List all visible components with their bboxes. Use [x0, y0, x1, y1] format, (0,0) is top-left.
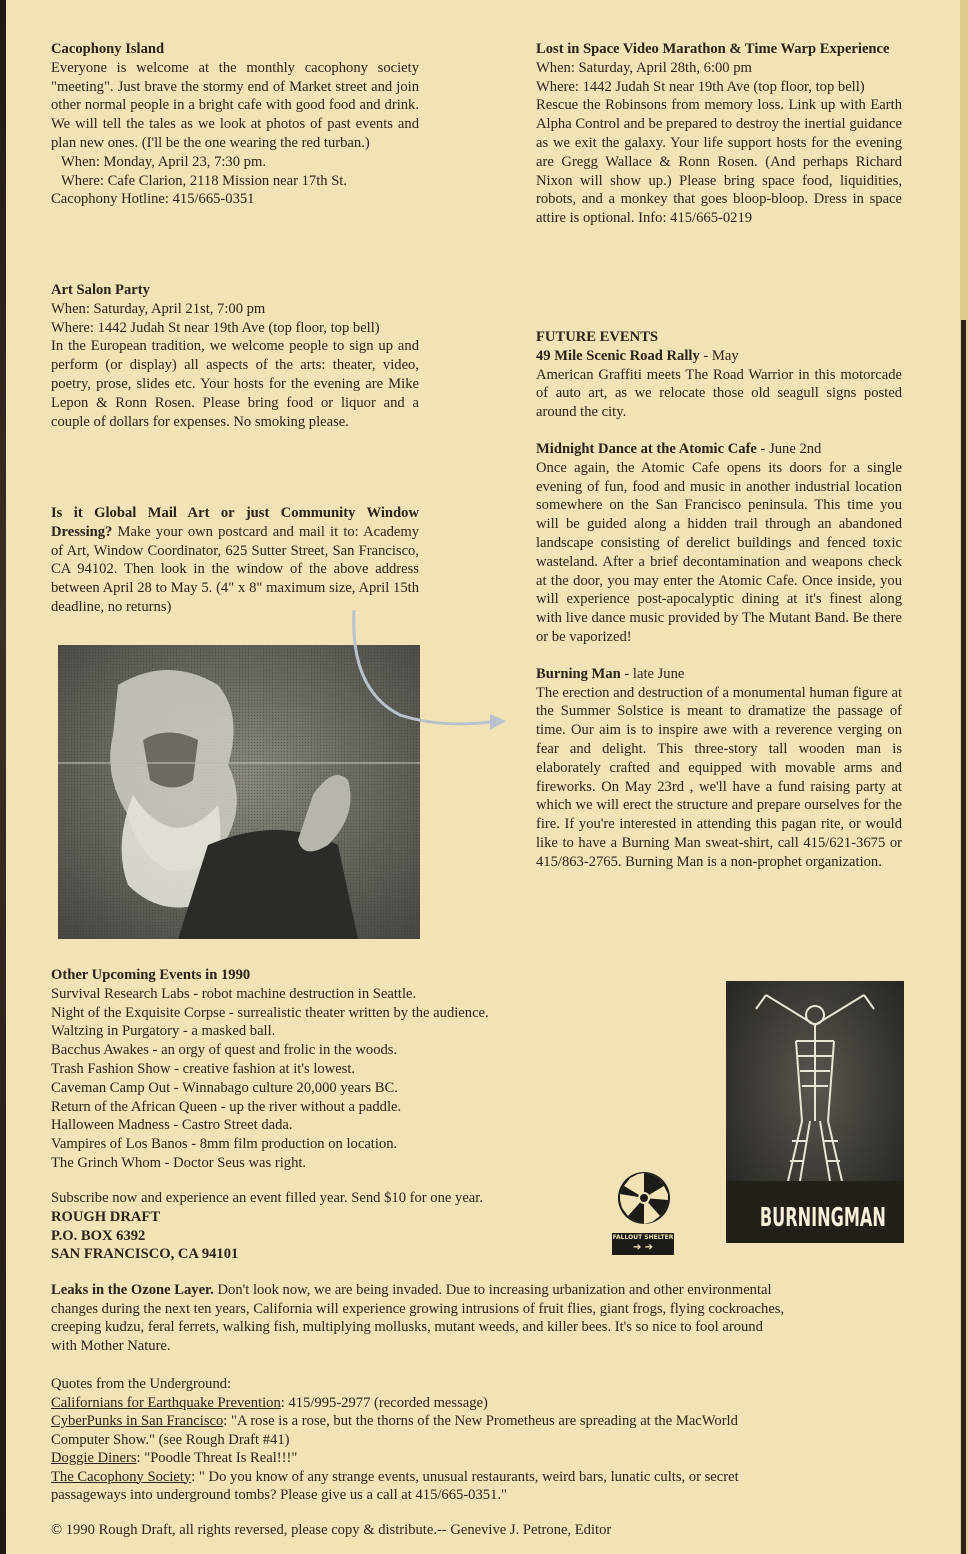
burning-man-logo-text: BURNINGMAN: [759, 1203, 886, 1233]
section-heading: Leaks in the Ozone Layer.: [51, 1282, 214, 1298]
event-body: In the European tradition, we welcome people to sign up and perform (or display) all aspects of the arts: theater, video, poetry, prose, slides etc. Your hosts for the evening are Mike Lepon & Ronn Rosen. Please bring food or liquor and a couple of dollars for expenses. No smoking please.: [51, 338, 419, 430]
event-when: When: Monday, April 23, 7:30 pm.: [61, 153, 266, 170]
ozone-leaks: [51, 1281, 791, 1355]
event-where: Where: 1442 Judah St near 19th Ave (top floor, top bell): [51, 319, 380, 336]
list-item: Vampires of Los Banos - 8mm film production on location.: [51, 1136, 398, 1153]
fallout-shelter-icon: [612, 1170, 676, 1226]
future-events: [536, 328, 902, 872]
quotes-underground: [51, 1375, 781, 1505]
list-item: Survival Research Labs - robot machine destruction in Seattle.: [51, 985, 417, 1002]
burning-man-picture: [726, 981, 904, 1243]
publication-name: ROUGH DRAFT: [51, 1208, 161, 1225]
subscribe-block: [51, 1189, 591, 1264]
list-item: Night of the Exquisite Corpse - surrealistic theater written by the audience.: [51, 1004, 489, 1021]
event-title: Burning Man: [536, 665, 621, 682]
event-lost-in-space: [536, 40, 902, 228]
curved-arrow-icon: [340, 600, 540, 740]
event-title: 49 Mile Scenic Road Rally: [536, 347, 700, 364]
event-body: Everyone is welcome at the monthly cacophony society "meeting". Just brave the stormy end of Market street and join other normal people in a bright cafe with good food and drink. We will tell the tales as we look at photos of past events and plan new ones. (I'll be the one wearing the red turban.): [51, 59, 419, 151]
event-cacophony-island: [51, 40, 419, 209]
quote-text: : " Do you know of any strange events, unusual restaurants, weird bars, lunatic cults, or secret passageways into underground tombs? Please give us a call at 415/665-0351.": [51, 1468, 739, 1503]
quote-source: Californians for Earthquake Prevention: [51, 1394, 281, 1411]
event-art-salon: [51, 281, 419, 431]
quote-text: : 415/995-2977 (recorded message): [280, 1394, 488, 1411]
fallout-label: FALLOUT SHELTER: [612, 1234, 674, 1241]
event-title: Is it Global Mail Art or just Community Window Dressing?: [51, 505, 419, 540]
event-body: Make your own postcard and mail it to: Academy of Art, Window Coordinator, 625 Sutter Street, San Francisco, CA 94102. Then look in the window of the above address between April 28 to May 5. (4" x 8" maximum size, April 15th deadline, no returns): [51, 523, 420, 615]
quote-source: CyberPunks in San Francisco: [51, 1413, 224, 1429]
event-title: Cacophony Island: [51, 41, 165, 57]
event-body: The erection and destruction of a monumental human figure at the Summer Solstice is meant to dramatize the passage of time. Our aim is to inspire awe with a reverence verging on fear and delight. This three-story tall wooden man is elaborately crafted and equipped with movable arms and fireworks. On May 23rd , we'll have a fund raising party at which we will erect the structure and prepare ourselves for the fire. If you're interested in attending this pagan rite, or would like to have a Burning Man sweat-shirt, call 415/621-3675 or 415/863-2765. Burning Man is a non-prophet organization.: [536, 684, 902, 870]
event-date: - May: [699, 347, 739, 364]
postal-box: P.O. BOX 6392: [51, 1227, 146, 1244]
event-where: Where: Cafe Clarion, 2118 Mission near 17th St.: [61, 172, 348, 189]
page-right-shadow: [961, 320, 966, 1554]
postal-city: SAN FRANCISCO, CA 94101: [51, 1246, 239, 1263]
event-date: - June 2nd: [756, 440, 822, 457]
list-item: Return of the African Queen - up the river without a paddle.: [51, 1098, 402, 1115]
event-title: Art Salon Party: [51, 282, 150, 298]
quote-text: : "Poodle Threat Is Real!!!": [136, 1450, 298, 1466]
section-heading: Quotes from the Underground:: [51, 1376, 232, 1392]
event-date: - late June: [620, 665, 685, 682]
event-when: When: Saturday, April 28th, 6:00 pm: [536, 59, 752, 76]
footer-text: © 1990 Rough Draft, all rights reversed, please copy & distribute.-- Genevive J. Petrone, Editor: [51, 1522, 612, 1538]
event-body: Once again, the Atomic Cafe opens its doors for a single evening of fun, food and music in another industrial location somewhere on the San Francisco peninsula. This time you will be guided along a hidden trail through an abandoned landscape consisting of derelict buildings and fenced toxic wasteland. After a brief decontamination and weapons check at the door, you may enter the Atomic Cafe. Once inside, you will experience post-apocalyptic dining at it's finest along with live dance music provided by The Mutant Band. Be there or be vaporized!: [536, 459, 902, 645]
section-body: Don't look now, we are being invaded. Due to increasing urbanization and other environmental changes during the next ten years, California will experience growing intrusions of fruit flies, giant frogs, flying cockroaches, creeping kudzu, feral ferrets, walking fish, multiplying mollusks, mutant weeds, and killer bees. It's so nice to fool around with Mother Nature.: [51, 1282, 785, 1354]
fallout-shelter-sign: [612, 1170, 676, 1253]
event-body: American Graffiti meets The Road Warrior in this motorcade of auto art, as we relocate those old seagull signs posted around the city.: [536, 366, 902, 421]
subscribe-text: Subscribe now and experience an event filled year. Send $10 for one year.: [51, 1190, 483, 1206]
footer-copyright: [51, 1521, 811, 1540]
list-item: Halloween Madness - Castro Street dada.: [51, 1117, 293, 1134]
upcoming-events: [51, 966, 611, 1173]
section-heading: FUTURE EVENTS: [536, 329, 659, 345]
list-item: Caveman Camp Out - Winnabago culture 20,000 years BC.: [51, 1079, 398, 1096]
event-title: Lost in Space Video Marathon & Time Warp Experience: [536, 41, 890, 57]
page-binding-edge: [0, 0, 6, 1554]
list-item: Waltzing in Purgatory - a masked ball.: [51, 1023, 276, 1040]
list-item: The Grinch Whom - Doctor Seus was right.: [51, 1154, 307, 1171]
event-hotline: Cacophony Hotline: 415/665-0351: [51, 191, 255, 208]
list-item: Bacchus Awakes - an orgy of quest and frolic in the woods.: [51, 1042, 398, 1059]
quote-text: : "A rose is a rose, but the thorns of the New Prometheus are spreading at the MacWorld Computer Show." (see Rough Draft #41): [51, 1413, 738, 1448]
fallout-arrows: ➔ ➔: [633, 1242, 653, 1253]
list-item: Trash Fashion Show - creative fashion at it's lowest.: [51, 1060, 356, 1077]
event-when: When: Saturday, April 21st, 7:00 pm: [51, 300, 266, 317]
event-where: Where: 1442 Judah St near 19th Ave (top floor, top bell): [536, 78, 865, 95]
section-heading: Other Upcoming Events in 1990: [51, 967, 251, 983]
quote-source: The Cacophony Society: [51, 1468, 192, 1485]
event-body: Rescue the Robinsons from memory loss. Link up with Earth Alpha Control and be prepared to destroy the inertial guidance as we exit the galaxy. Your life support hosts for the evening are Gregg Wallace & Ronn Rosen. (And perhaps Richard Nixon will show up.) Please bring space food, liquidities, robots, and a monkey that goes bloop-bloop. Dress in space attire is optional. Info: 415/665-0219: [536, 97, 902, 227]
quote-source: Doggie Diners: [51, 1450, 137, 1466]
event-title: Midnight Dance at the Atomic Cafe: [536, 440, 757, 457]
